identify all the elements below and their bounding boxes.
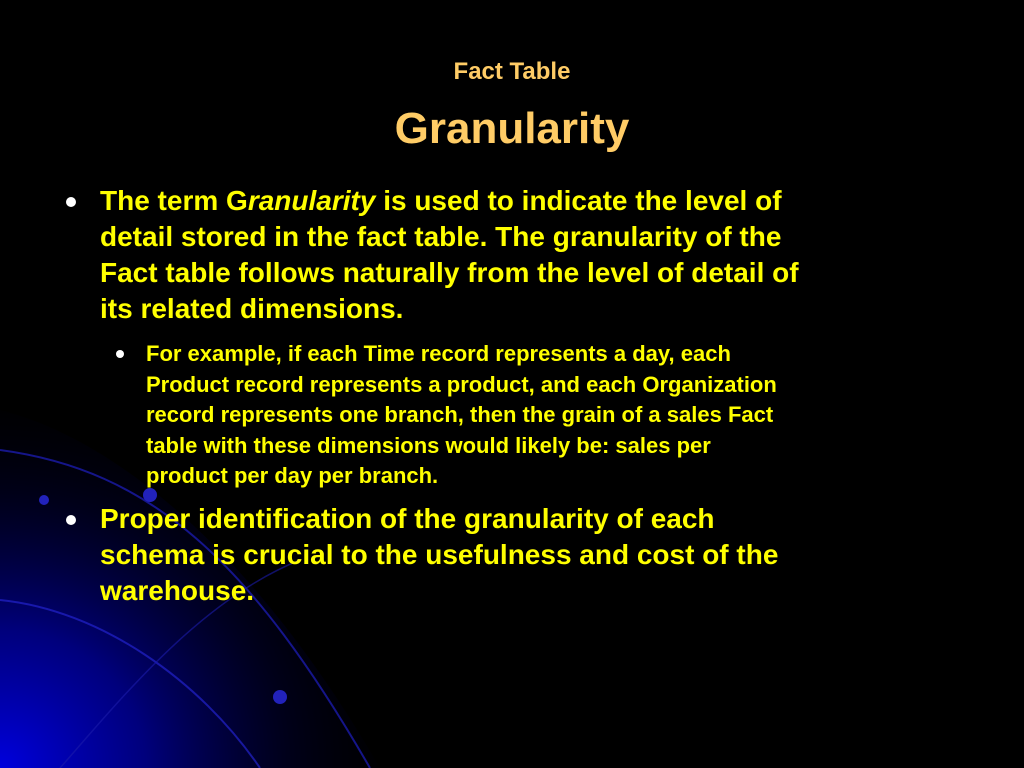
- bullet-item: [100, 183, 980, 327]
- bullet-line: product per day per branch.: [146, 463, 439, 488]
- sub-bullet-item: [146, 339, 986, 492]
- bullet-text: The term G: [100, 185, 248, 216]
- bullet-line: Product record represents a product, and each Organization: [146, 371, 777, 397]
- bullet-dot: [116, 350, 124, 358]
- bullet-line: table with these dimensions would likely be: sales per: [146, 432, 711, 458]
- bullet-line: its related dimensions.: [100, 293, 404, 324]
- bullet-line: For example, if each Time record represents a day, each: [146, 341, 731, 366]
- bullet-line: Proper identification of the granularity of each: [100, 503, 715, 534]
- bullet-line: Fact table follows naturally from the level of detail of: [100, 257, 799, 288]
- bullet-dot: [66, 515, 76, 525]
- bullet-line: warehouse.: [100, 575, 255, 606]
- bullet-line: schema is crucial to the usefulness and cost of the: [100, 539, 779, 570]
- bullet-italic-text: ranularity: [247, 185, 376, 216]
- bullet-line: record represents one branch, then the grain of a sales Fact: [146, 402, 774, 427]
- slide-subtitle: Fact Table: [453, 58, 571, 85]
- bullet-line: [100, 183, 980, 219]
- bullet-dot: [66, 197, 76, 207]
- bullet-line: detail stored in the fact table. The granularity of the: [100, 221, 782, 252]
- bullet-text: is used to indicate the level of: [375, 185, 782, 216]
- slide-title: Granularity: [394, 104, 630, 153]
- bullet-item: [100, 501, 980, 609]
